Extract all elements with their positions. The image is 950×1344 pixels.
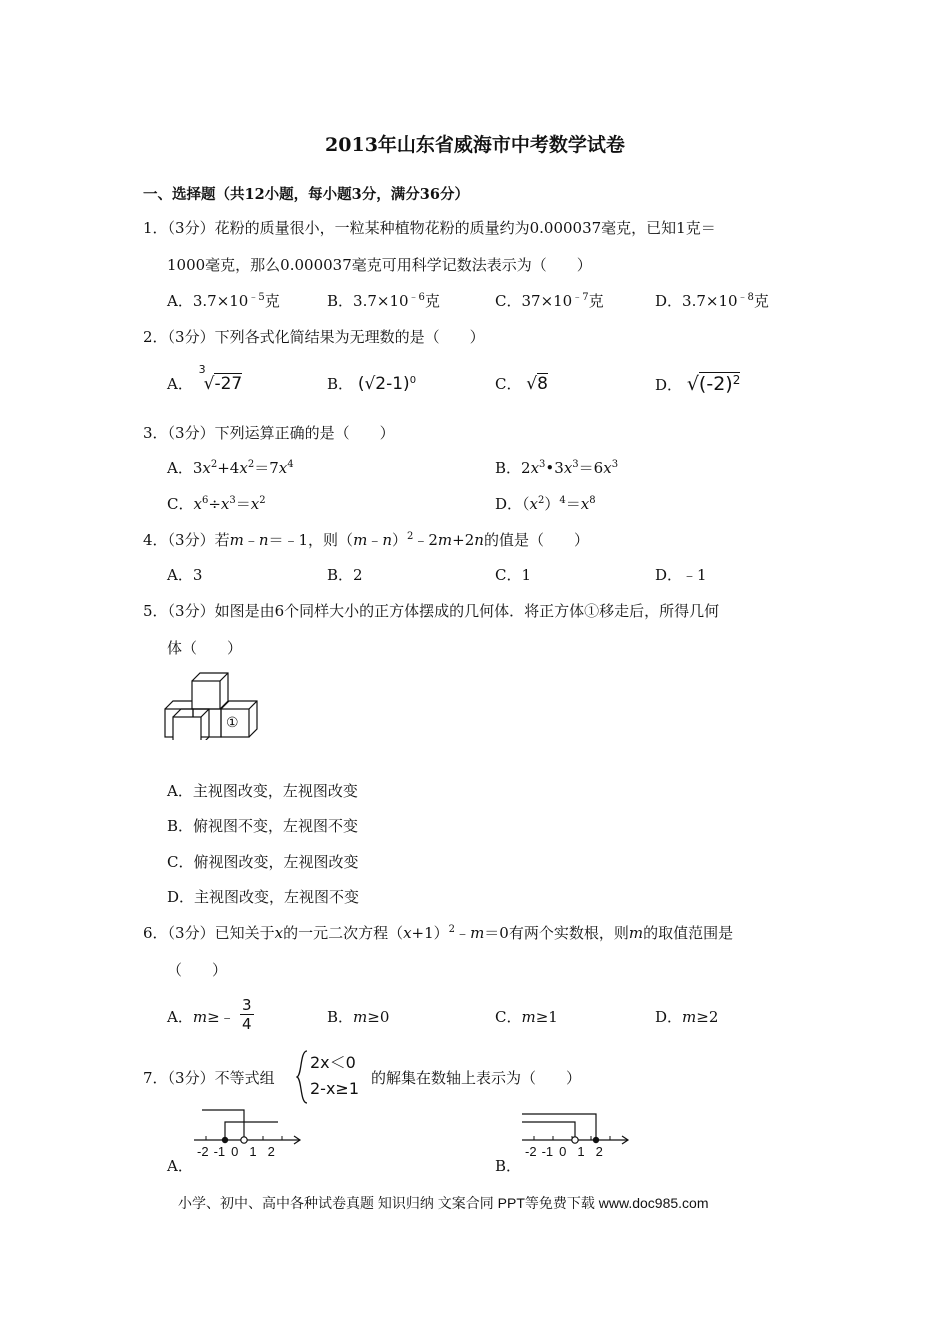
section-heading: 一、选择题（共12小题，每小题3分，满分36分） [143,186,469,203]
page-title: 2013年山东省威海市中考数学试卷 [325,134,625,156]
q4-option-b: B．2 [327,566,363,584]
q7-option-b-label: B． [495,1157,522,1175]
q1-option-d: D．$3.7\times 10^{﹣8}$克 [655,292,769,310]
q7-option-a-label: A． [167,1157,193,1175]
q5-option-b: B．俯视图不变，左视图不变 [167,817,359,835]
inequality-system: 2x＜0 2-x≥1 [310,1053,360,1098]
cube-1-label: ① [226,715,239,731]
q6-option-c: C．m≥1 [495,1008,558,1026]
question-5-line2: 体（ ） [167,639,243,657]
q2-option-a: A． 3 √-27 [167,363,243,394]
q2-option-c: C． √8 [495,374,548,394]
question-2: 2．（3分）下列各式化简结果为无理数的是（ ） [143,328,485,346]
system-brace [296,1049,308,1105]
q1-option-b: B．$3.7\times 10^{﹣6}$克 [327,292,440,310]
q5-option-c: C．俯视图改变，左视图改变 [167,853,359,871]
q1-option-c: C．$37\times 10^{﹣7}$克 [495,292,604,310]
question-7-stem-post: 的解集在数轴上表示为（ ） [371,1069,582,1087]
question-6-line2: （ ） [167,961,228,979]
q4-option-d: D．﹣1 [655,566,707,584]
q3-option-d: D．$(x^2)^4=x^8$ [495,495,596,513]
question-5: 5．（3分）如图是由6个同样大小的正方体摆成的几何体．将正方体①移走后，所得几何 [143,602,720,620]
q6-fraction: 3 4 [242,996,252,1033]
q3-option-c: C．$x^6\div x^3=x^2$ [167,495,266,513]
q4-option-c: C．1 [495,566,532,584]
question-6: 6．（3分）已知关于x的一元二次方程$(x+1)^2﹣m=0$有两个实数根，则m的取值范围是 [143,924,734,942]
footer-text: 小学、初中、高中各种试卷真题 知识归纳 文案合同 PPT等免费下载 www.doc985.com [178,1195,709,1211]
question-1 [143,218,716,238]
question-4: 4．（3分）若m﹣n＝﹣1，则（m﹣n）$^2$﹣2m+2n的值是（ ） [143,531,589,549]
q7-b-ticks: -2 -1 0 1 2 [525,1144,603,1159]
question-number: 1． [143,219,168,237]
q1-option-a: A．$3.7\times 10^{﹣5}$克 [167,292,280,310]
q4-option-a: A．3 [167,566,203,584]
q3-option-a: A．$3x^2+4x^2=7x^4$ [167,459,294,477]
q5-option-a: A．主视图改变，左视图改变 [167,782,358,800]
q2-option-b: B． $(√2-1)^0$ [327,374,417,394]
q3-option-b: B．$2x^3•3x^3=6x^3$ [495,459,619,477]
q6-option-d: D．m≥2 [655,1008,719,1026]
cube-figure [160,668,270,740]
q7-a-ticks: -2 -1 0 1 2 [197,1144,275,1159]
question-7: 7．（3分）不等式组 [143,1069,275,1087]
question-3: 3．（3分）下列运算正确的是（ ） [143,424,395,442]
question-stem: （3分）花粉的质量很小，一粒某种植物花粉的质量约为0.000037毫克，已知1克＝ [167,219,716,237]
q6-option-a: A．m≥﹣ [167,1008,235,1026]
q2-option-d: D． $√(-2)^2$ [655,373,741,395]
question-1-line2: 1000毫克，那么0.000037毫克可用科学记数法表示为（ ） [167,256,592,274]
q6-option-b: B．m≥0 [327,1008,390,1026]
q5-option-d: D．主视图改变，左视图不变 [167,888,360,906]
